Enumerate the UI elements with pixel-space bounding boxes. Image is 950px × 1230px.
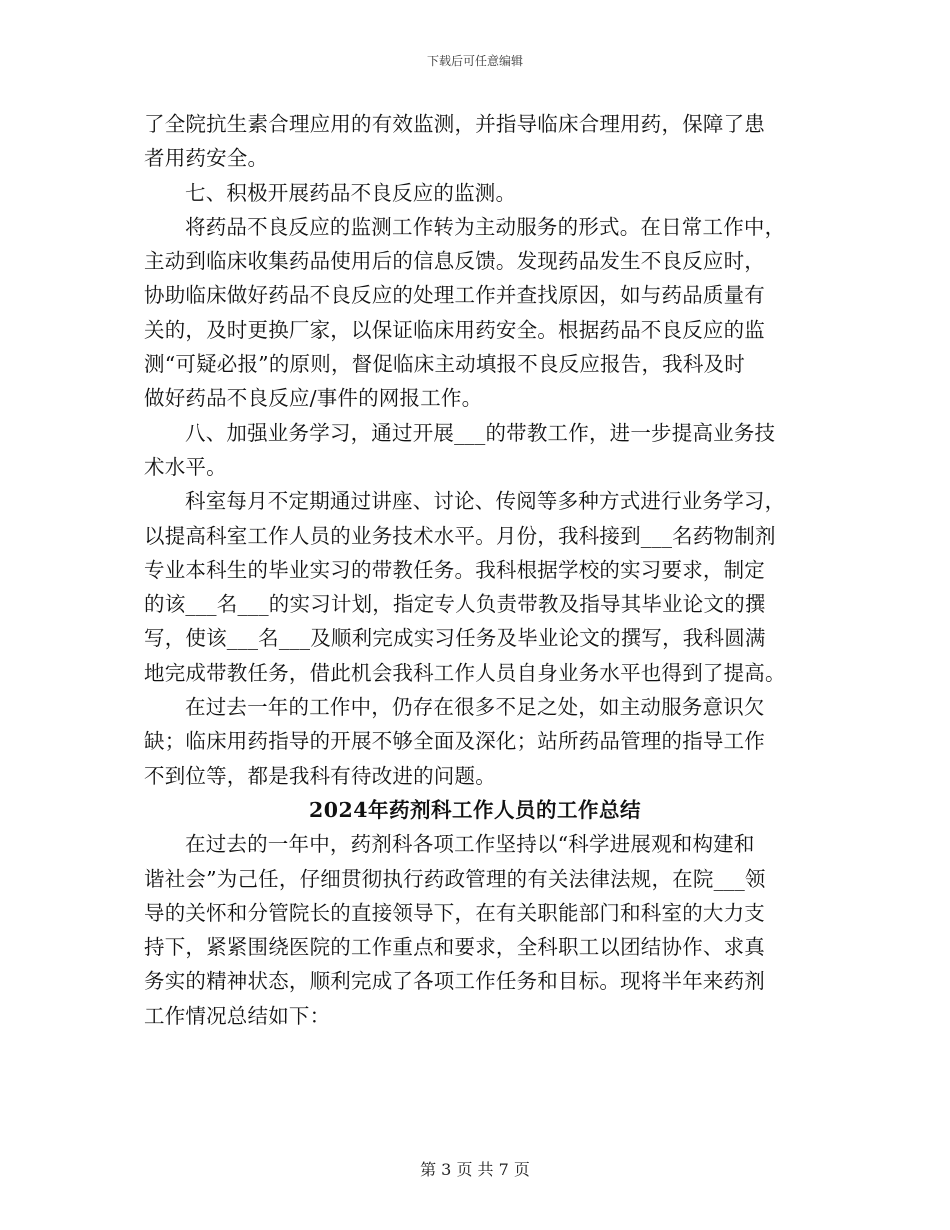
paragraph-line: 在过去一年的工作中，仍存在很多不足之处，如主动服务意识欠 — [185, 695, 765, 720]
paragraph-line: 做好药品不良反应/事件的网报工作。 — [144, 386, 483, 411]
paragraph-line: 不到位等，都是我科有待改进的问题。 — [144, 763, 496, 788]
paragraph-line: 工作情况总结如下： — [144, 1003, 331, 1028]
paragraph-line: 术水平。 — [144, 454, 227, 479]
paragraph-line: 者用药安全。 — [144, 146, 269, 171]
paragraph-line: 导的关怀和分管院长的直接领导下，在有关职能部门和科室的大力支 — [144, 900, 765, 925]
paragraph-line: 务实的精神状态，顺利完成了各项工作任务和目标。现将半年来药剂 — [144, 969, 765, 994]
paragraph-line: 谐社会”为己任，仔细贯彻执行药政管理的有关法律法规，在院___领 — [144, 866, 766, 891]
paragraph-line: 在过去的一年中，药剂科各项工作坚持以“科学进展观和构建和 — [185, 832, 755, 857]
paragraph-line: 缺；临床用药指导的开展不够全面及深化；站所药品管理的指导工作 — [144, 729, 765, 754]
paragraph-line: 专业本科生的毕业实习的带教任务。我科根据学校的实习要求，制定 — [144, 557, 765, 582]
paragraph-line: 协助临床做好药品不良反应的处理工作并查找原因，如与药品质量有 — [144, 283, 765, 308]
page-header-note: 下载后可任意编辑 — [426, 54, 523, 68]
paragraph-line: 将药品不良反应的监测工作转为主动服务的形式。在日常工作中， — [185, 214, 786, 239]
section-heading: 七、积极开展药品不良反应的监测。 — [185, 180, 517, 205]
paragraph-line: 以提高科室工作人员的业务技术水平。月份，我科接到___名药物制剂 — [144, 523, 776, 548]
paragraph-line: 测“可疑必报”的原则，督促临床主动填报不良反应报告，我科及时 — [144, 352, 745, 377]
document-title: 2024年药剂科工作人员的工作总结 — [308, 797, 642, 822]
paragraph-line: 主动到临床收集药品使用后的信息反馈。发现药品发生不良反应时， — [144, 249, 765, 274]
document-body — [144, 107, 806, 1033]
page-number: 第 3 页 共 7 页 — [420, 1160, 530, 1179]
paragraph-line: 关的，及时更换厂家，以保证临床用药安全。根据药品不良反应的监 — [144, 317, 765, 342]
section-heading: 八、加强业务学习，通过开展___的带教工作，进一步提高业务技 — [185, 420, 776, 445]
paragraph-line: 持下，紧紧围绕医院的工作重点和要求，全科职工以团结协作、求真 — [144, 935, 765, 960]
paragraph-line: 写，使该___名___及顺利完成实习任务及毕业论文的撰写，我科圆满 — [144, 626, 766, 651]
paragraph-line: 的该___名___的实习计划，指定专人负责带教及指导其毕业论文的撰 — [144, 592, 766, 617]
paragraph-line: 了全院抗生素合理应用的有效监测，并指导临床合理用药，保障了患 — [144, 112, 765, 136]
paragraph-line: 科室每月不定期通过讲座、讨论、传阅等多种方式进行业务学习， — [185, 489, 786, 514]
paragraph-line: 地完成带教任务，借此机会我科工作人员自身业务水平也得到了提高。 — [144, 660, 786, 685]
